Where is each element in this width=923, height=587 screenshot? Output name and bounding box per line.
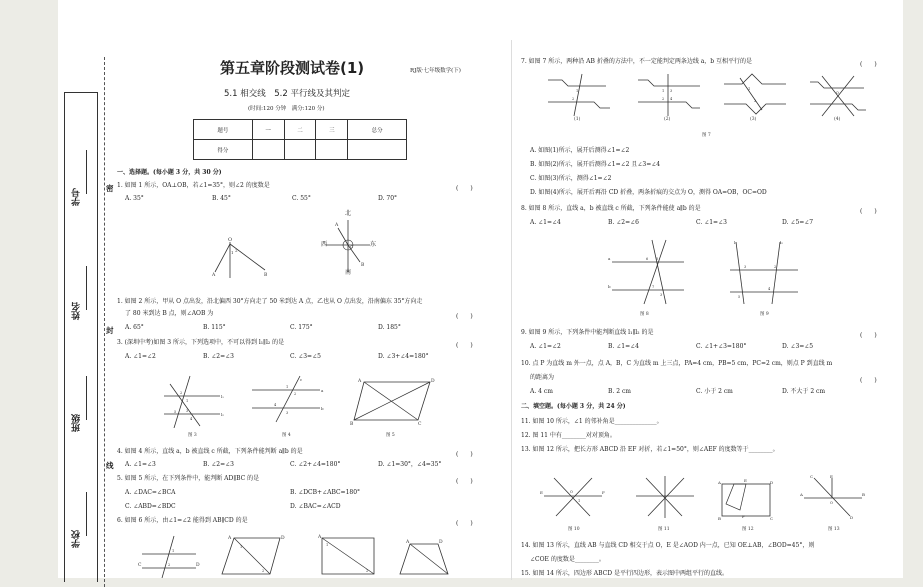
figure-1 bbox=[210, 232, 272, 278]
q8-option-c[interactable]: C. ∠1=∠3 bbox=[696, 219, 727, 226]
q10-text-line2: 的距离为 bbox=[530, 374, 555, 381]
q8-option-a[interactable]: A. ∠1=∠4 bbox=[530, 219, 561, 226]
svg-text:2: 2 bbox=[754, 99, 757, 103]
q5-text: 5. 如图 5 所示，在下列条件中，能判断 AD∥BC 的是 bbox=[117, 475, 260, 482]
figure-3 bbox=[160, 372, 226, 428]
svg-text:2: 2 bbox=[662, 97, 665, 101]
score-header-cell: 总分 bbox=[348, 120, 407, 140]
svg-text:3: 3 bbox=[186, 409, 189, 413]
svg-text:l₁: l₁ bbox=[221, 394, 224, 399]
q3-text: 3. (深圳中考)如图 3 所示，下列选项中，不可以得到 l₁∥l₂ 的是 bbox=[117, 339, 285, 346]
svg-text:1: 1 bbox=[172, 549, 175, 553]
q2-text-line1: 1. 如图 2 所示，甲从 O 点出发，沿北偏西 30°方向走了 50 米到达 A 点，乙也从 O 点出发，沿南偏东 35°方向走 bbox=[117, 298, 423, 305]
figure-9 bbox=[728, 238, 800, 308]
q4-text: 4. 如图 4 所示，直线 a，b 被直线 c 所截，下列条件能判断 a∥b 的是 bbox=[117, 448, 303, 455]
q8-option-b[interactable]: B. ∠2=∠6 bbox=[608, 219, 639, 226]
fig12-caption: 图 12 bbox=[742, 527, 754, 532]
svg-text:1: 1 bbox=[748, 87, 751, 91]
svg-text:E: E bbox=[830, 474, 833, 479]
svg-text:C: C bbox=[418, 422, 422, 426]
svg-text:A: A bbox=[228, 536, 232, 541]
svg-text:B: B bbox=[264, 273, 268, 278]
name-blank bbox=[86, 266, 87, 310]
q5-option-d[interactable]: D. ∠BAC=∠ACD bbox=[290, 503, 341, 510]
svg-text:b: b bbox=[321, 406, 324, 411]
svg-text:D: D bbox=[431, 379, 435, 384]
name-label: 姓名 bbox=[72, 302, 82, 320]
svg-text:1: 1 bbox=[240, 545, 243, 549]
q3-option-a[interactable]: A. ∠1=∠2 bbox=[125, 353, 156, 360]
fig7-caption: 图 7 bbox=[702, 133, 711, 138]
q4-answer-paren[interactable]: ( ) bbox=[456, 451, 473, 458]
q1-option-a[interactable]: A. 35° bbox=[125, 195, 144, 202]
q10-option-c[interactable]: C. 小于 2 cm bbox=[696, 388, 733, 395]
svg-text:A: A bbox=[335, 223, 339, 228]
q9-option-d[interactable]: D. ∠3=∠5 bbox=[782, 343, 814, 350]
svg-text:B: B bbox=[718, 516, 721, 521]
svg-text:4: 4 bbox=[190, 417, 193, 421]
q7-option-c[interactable]: C. 如图(3)所示，测得∠1=∠2 bbox=[530, 175, 612, 182]
fig2-south: 南 bbox=[345, 269, 352, 276]
binding-char-mi: 密 bbox=[106, 184, 114, 193]
figure-7-2 bbox=[636, 72, 702, 118]
svg-text:O: O bbox=[228, 237, 233, 243]
q2-option-b[interactable]: B. 115° bbox=[203, 324, 226, 331]
fig4-caption: 图 4 bbox=[282, 433, 291, 438]
column-divider bbox=[511, 40, 512, 580]
svg-text:l₂: l₂ bbox=[780, 240, 783, 245]
q1-option-c[interactable]: C. 55° bbox=[292, 195, 311, 202]
svg-text:D: D bbox=[770, 480, 774, 485]
svg-text:4: 4 bbox=[768, 287, 771, 291]
q7-text: 7. 如图 7 所示，两种沿 AB 折叠的方法中，不一定能判定两条边线 a，b 互相平行的是 bbox=[521, 58, 753, 65]
figure-6-c bbox=[316, 534, 378, 578]
binding-char-xian: 线 bbox=[106, 461, 114, 470]
svg-text:5: 5 bbox=[738, 295, 741, 299]
section-subtitle: 5.1 相交线 5.2 平行线及其判定 bbox=[224, 89, 350, 99]
q4-option-b[interactable]: B. ∠2=∠3 bbox=[203, 461, 234, 468]
svg-text:B: B bbox=[361, 263, 365, 268]
figure-7-4 bbox=[808, 72, 868, 118]
binding-line bbox=[104, 57, 105, 587]
q1-answer-paren[interactable]: ( ) bbox=[456, 185, 473, 192]
figure-10 bbox=[540, 474, 606, 520]
q7-answer-paren[interactable]: ( ) bbox=[860, 61, 877, 68]
fig5-caption: 图 5 bbox=[386, 433, 395, 438]
q5-option-a[interactable]: A. ∠DAC=∠BCA bbox=[125, 489, 176, 496]
svg-text:3: 3 bbox=[744, 265, 747, 269]
svg-text:O: O bbox=[570, 490, 573, 494]
svg-text:B: B bbox=[350, 422, 354, 426]
svg-text:2: 2 bbox=[572, 97, 575, 101]
svg-text:D: D bbox=[281, 536, 285, 541]
svg-text:6: 6 bbox=[646, 257, 649, 261]
svg-text:A: A bbox=[406, 540, 410, 545]
score-cell bbox=[316, 140, 348, 160]
svg-text:C: C bbox=[138, 563, 142, 568]
svg-text:1: 1 bbox=[186, 399, 189, 403]
q7-option-b[interactable]: B. 如图(2)所示，展开后测得∠1=∠2 且∠3=∠4 bbox=[530, 161, 661, 168]
q9-answer-paren[interactable]: ( ) bbox=[860, 332, 877, 339]
q2-option-c[interactable]: C. 175° bbox=[290, 324, 313, 331]
svg-text:2: 2 bbox=[294, 392, 297, 396]
student-info-box bbox=[64, 92, 98, 582]
q1-text: 1. 如图 1 所示，OA⊥OB，若∠1=35°，则∠2 的度数是 bbox=[117, 182, 270, 189]
fig13-caption: 图 13 bbox=[828, 527, 840, 532]
q1-option-d[interactable]: D. 70° bbox=[378, 195, 398, 202]
svg-text:A: A bbox=[718, 480, 721, 485]
q11-text: 11. 如图 10 所示，∠1 的邻补角是______________。 bbox=[521, 418, 663, 425]
svg-text:3: 3 bbox=[286, 411, 289, 415]
score-cell bbox=[284, 140, 316, 160]
school-blank bbox=[86, 492, 87, 536]
section2-heading: 二、填空题。(每小题 3 分，共 24 分) bbox=[521, 403, 626, 410]
fig11-caption: 图 11 bbox=[658, 527, 670, 532]
q3-option-b[interactable]: B. ∠2=∠3 bbox=[203, 353, 234, 360]
svg-text:4: 4 bbox=[274, 403, 277, 407]
page-title: 第五章阶段测试卷(1) bbox=[220, 59, 365, 77]
figure-6-a bbox=[138, 532, 200, 578]
svg-text:E: E bbox=[540, 490, 543, 495]
q12-text: 12. 图 11 中有________对对顶角。 bbox=[521, 432, 616, 439]
q10-option-d[interactable]: D. 不大于 2 cm bbox=[782, 388, 826, 395]
fig3-caption: 图 3 bbox=[188, 433, 197, 438]
svg-text:2: 2 bbox=[235, 248, 238, 253]
fig2-north: 北 bbox=[345, 210, 352, 217]
q2-answer-paren[interactable]: ( ) bbox=[456, 313, 473, 320]
svg-text:2: 2 bbox=[168, 563, 171, 567]
school-label: 学校 bbox=[72, 530, 82, 548]
q4-option-d[interactable]: D. ∠1=30°，∠4=35° bbox=[378, 461, 442, 468]
q2-option-d[interactable]: D. 185° bbox=[378, 324, 401, 331]
svg-text:2: 2 bbox=[774, 265, 777, 269]
q10-option-b[interactable]: B. 2 cm bbox=[608, 388, 631, 395]
q10-text-line1: 10. 点 P 为直线 m 外一点，点 A，B，C 为直线 m 上三点，PA=4 cm，PB=5 cm，PC=2 cm，则点 P 到直线 m bbox=[521, 360, 833, 367]
figure-8 bbox=[608, 236, 686, 306]
fig10-caption: 图 10 bbox=[568, 527, 580, 532]
section1-heading: 一、选择题。(每小题 3 分，共 30 分) bbox=[117, 169, 222, 176]
fig7-sub1-caption: (1) bbox=[574, 117, 581, 122]
q8-option-d[interactable]: D. ∠5=∠7 bbox=[782, 219, 814, 226]
figure-5-parallelogram bbox=[350, 376, 436, 426]
q7-option-a[interactable]: A. 如图(1)所示，展开后测得∠1=∠2 bbox=[530, 147, 630, 154]
q15-text: 15. 如图 14 所示，四边形 ABCD 是平行四边形，表示图中两组平行的直线。 bbox=[521, 570, 728, 577]
svg-text:E: E bbox=[744, 478, 747, 483]
q14-text-line1: 14. 如图 13 所示，直线 AB 与直线 CD 相交于点 O，E 是∠AOD 内一点，已知 OE⊥AB，∠BOD=45°，则 bbox=[521, 542, 815, 549]
svg-text:A: A bbox=[318, 535, 322, 540]
figure-13 bbox=[800, 474, 866, 520]
svg-text:l₂: l₂ bbox=[221, 412, 224, 417]
q9-text: 9. 如图 9 所示，下列条件中能判断直线 l₁∥l₂ 的是 bbox=[521, 329, 654, 336]
q10-option-a[interactable]: A. 4 cm bbox=[530, 388, 553, 395]
student-id-label: 学号 bbox=[72, 188, 82, 206]
svg-text:3: 3 bbox=[670, 89, 673, 93]
q3-answer-paren[interactable]: ( ) bbox=[456, 342, 473, 349]
fig2-west: 西 bbox=[321, 241, 328, 248]
q3-option-d[interactable]: D. ∠3+∠4=180° bbox=[378, 353, 429, 360]
svg-text:A: A bbox=[358, 379, 362, 384]
fig7-sub2-caption: (2) bbox=[664, 117, 671, 122]
score-row-label: 得分 bbox=[194, 140, 253, 160]
q5-option-c[interactable]: C. ∠ABD=∠BDC bbox=[125, 503, 176, 510]
figure-12 bbox=[716, 474, 776, 522]
q6-answer-paren[interactable]: ( ) bbox=[456, 520, 473, 527]
score-cell bbox=[252, 140, 284, 160]
svg-text:A: A bbox=[212, 273, 216, 278]
svg-text:D: D bbox=[850, 515, 854, 520]
score-header-cell: 题号 bbox=[194, 120, 253, 140]
q8-answer-paren[interactable]: ( ) bbox=[860, 208, 877, 215]
svg-text:4: 4 bbox=[670, 97, 673, 101]
svg-text:C: C bbox=[810, 474, 814, 479]
svg-text:c: c bbox=[300, 377, 303, 382]
score-header-cell: 一 bbox=[252, 120, 284, 140]
svg-text:7: 7 bbox=[652, 285, 655, 289]
svg-text:1: 1 bbox=[578, 499, 581, 503]
svg-text:1: 1 bbox=[231, 250, 234, 255]
svg-text:D: D bbox=[439, 540, 443, 545]
figure-7-1 bbox=[546, 72, 612, 118]
figure-6-d bbox=[396, 538, 452, 578]
figure-11 bbox=[632, 474, 698, 520]
svg-text:2: 2 bbox=[180, 391, 183, 395]
q5-option-b[interactable]: B. ∠DCB+∠ABC=180° bbox=[290, 489, 361, 496]
q8-text: 8. 如图 8 所示，直线 a，b 被直线 c 所截，下列条件能使 a∥b 的是 bbox=[521, 205, 701, 212]
score-table bbox=[193, 119, 407, 160]
q13-text: 13. 如图 12 所示，把长方形 ABCD 沿 EF 对折，若∠1=50°，则∠AEF 的度数等于________。 bbox=[521, 446, 779, 453]
svg-text:C: C bbox=[770, 516, 774, 521]
binding-char-feng: 封 bbox=[106, 326, 114, 335]
q1-option-b[interactable]: B. 45° bbox=[212, 195, 231, 202]
q2-text-line2: 了 80 米到达 B 点，则∠AOB 为 bbox=[125, 310, 214, 317]
svg-text:1: 1 bbox=[576, 89, 579, 93]
score-cell bbox=[348, 140, 407, 160]
svg-text:1: 1 bbox=[662, 89, 665, 93]
svg-text:B: B bbox=[862, 492, 865, 497]
svg-text:F: F bbox=[742, 514, 745, 519]
q4-option-a[interactable]: A. ∠1=∠3 bbox=[125, 461, 156, 468]
q6-text: 6. 如图 6 所示，由∠1=∠2 能得到 AB∥CD 的是 bbox=[117, 517, 248, 524]
fig2-east: 东 bbox=[370, 241, 377, 248]
q9-option-c[interactable]: C. ∠1+∠3=180° bbox=[696, 343, 747, 350]
q4-option-c[interactable]: C. ∠2+∠4=180° bbox=[290, 461, 341, 468]
class-blank bbox=[86, 376, 87, 420]
svg-text:O: O bbox=[836, 91, 839, 95]
svg-text:a: a bbox=[321, 388, 324, 393]
q9-option-a[interactable]: A. ∠1=∠2 bbox=[530, 343, 561, 350]
fig7-sub3-caption: (3) bbox=[750, 117, 757, 122]
q10-answer-paren[interactable]: ( ) bbox=[860, 377, 877, 384]
class-label: 班级 bbox=[72, 414, 82, 432]
svg-text:5: 5 bbox=[174, 410, 177, 414]
svg-text:2: 2 bbox=[366, 569, 369, 573]
figure-7-3 bbox=[722, 70, 788, 118]
figure-6-b bbox=[218, 534, 288, 578]
svg-text:3: 3 bbox=[660, 293, 663, 297]
student-id-blank bbox=[86, 150, 87, 194]
svg-text:O: O bbox=[350, 244, 354, 249]
q3-option-c[interactable]: C. ∠3=∠5 bbox=[290, 353, 321, 360]
q14-text-line2: ∠COE 的度数是________。 bbox=[530, 556, 605, 563]
svg-text:A: A bbox=[800, 492, 803, 497]
q2-option-a[interactable]: A. 65° bbox=[125, 324, 144, 331]
fig8-caption: 图 8 bbox=[640, 312, 649, 317]
fig9-caption: 图 9 bbox=[760, 312, 769, 317]
svg-text:1: 1 bbox=[286, 385, 289, 389]
fig7-sub4-caption: (4) bbox=[834, 117, 841, 122]
score-header-cell: 三 bbox=[316, 120, 348, 140]
svg-text:l₁: l₁ bbox=[734, 240, 737, 245]
edition-label: RJ版·七年级数学(下) bbox=[410, 68, 461, 74]
svg-text:b: b bbox=[608, 284, 611, 289]
q7-option-d[interactable]: D. 如图(4)所示，展开后再沿 CD 折叠，两条折痕的交点为 O，测得 OA=OB，OC=OD bbox=[530, 189, 767, 196]
score-header-cell: 二 bbox=[284, 120, 316, 140]
svg-text:2: 2 bbox=[262, 569, 265, 573]
q5-answer-paren[interactable]: ( ) bbox=[456, 478, 473, 485]
svg-text:F: F bbox=[602, 490, 605, 495]
svg-text:O: O bbox=[830, 501, 833, 505]
svg-text:a: a bbox=[608, 256, 611, 261]
svg-text:5: 5 bbox=[656, 257, 659, 261]
figure-4 bbox=[250, 374, 326, 424]
svg-text:1: 1 bbox=[326, 543, 329, 547]
time-score-info: (时间:120 分钟 满分:120 分) bbox=[248, 106, 325, 112]
svg-text:D: D bbox=[196, 563, 200, 568]
q9-option-b[interactable]: B. ∠1=∠4 bbox=[608, 343, 639, 350]
